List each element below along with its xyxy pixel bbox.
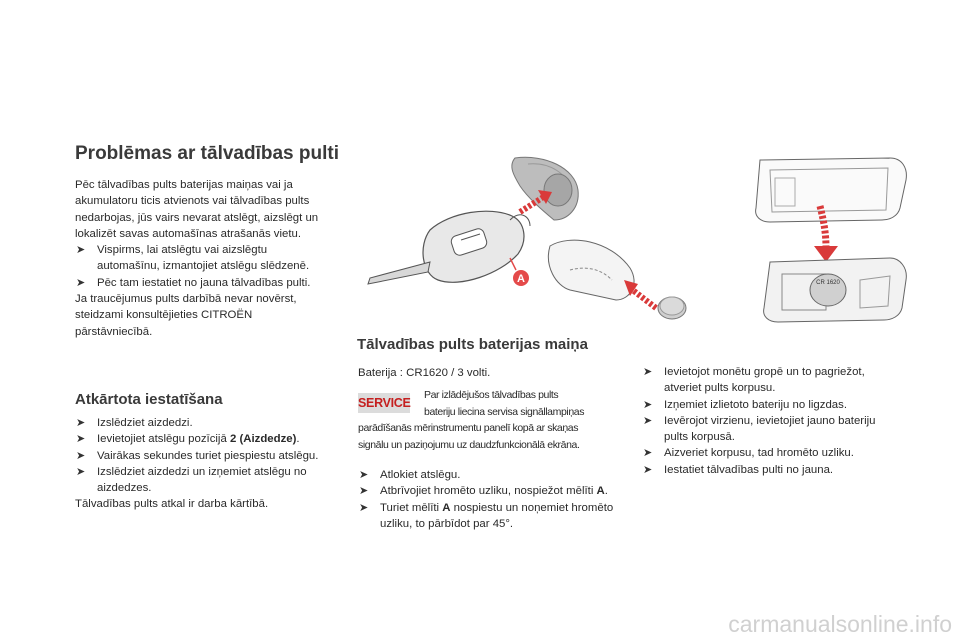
battery-step [358, 467, 618, 483]
battery-label: CR 1620 [816, 280, 840, 286]
intro-paragraph: Pēc tālvadības pults baterijas maiņas vai ja akumulatoru ticis atvienots vai tālvadības pults nedarbojas, jūs vairs nevarat atslēgt, aizslēgt un lokalizēt savas automašīnas atrašanās vietu. [75, 179, 319, 240]
bullet-marker-icon: ➤ [76, 465, 86, 478]
bullet-marker-icon: ➤ [76, 244, 86, 257]
reset-section [75, 415, 330, 513]
intro-closing-paragraph: Ja traucējumus pults darbībā nevar novērst, steidzami konsultējieties CITROËN pārstāvniecībā. [75, 293, 297, 338]
bullet-marker-icon: ➤ [76, 417, 86, 429]
battery-compartment-figure [764, 258, 907, 322]
reset-step [75, 464, 330, 497]
reset-step [75, 431, 330, 447]
battery-step-text: Aizveriet korpusu, tad hromēto uzliku. [664, 447, 854, 460]
bullet-marker-icon: ➤ [643, 463, 653, 476]
battery-step [642, 364, 902, 397]
reset-heading: Atkārtota iestatīšana [75, 391, 223, 408]
coin-icon [658, 297, 686, 319]
bullet-marker-icon: ➤ [76, 433, 86, 446]
battery-step-text: . [604, 485, 608, 498]
reset-step-text: Izslēdziet aizdedzi. [97, 417, 193, 429]
battery-steps-left [358, 467, 618, 532]
intro-bullet-text: Pēc tam iestatiet no jauna tālvadības pulti. [97, 276, 311, 289]
intro-section [75, 177, 330, 340]
key-body-top-figure [756, 158, 907, 222]
battery-step [358, 483, 618, 499]
battery-step-text: Ievērojot virzienu, ievietojiet jauno bateriju pults korpusā. [664, 414, 876, 444]
bullet-marker-icon: ➤ [76, 449, 86, 462]
bullet-marker-icon: ➤ [359, 501, 369, 514]
service-note-line: parādīšanās mērinstrumentu panelī kopā ar skaņas [358, 422, 579, 434]
battery-step-bold: A [442, 501, 451, 514]
service-warning-icon: SERVICE [358, 393, 410, 413]
battery-step [642, 397, 902, 413]
battery-step-text: Atbrīvojiet hromēto uzliku, nospiežot mēlīti [380, 485, 597, 498]
reset-step-text: Izslēdziet aizdedzi un izņemiet atslēgu no aizdedzes. [97, 465, 307, 495]
battery-heading: Tālvadības pults baterijas maiņa [357, 336, 588, 353]
battery-step [358, 500, 618, 533]
battery-step-bold: A [596, 485, 605, 498]
key-fob-figure [368, 211, 530, 284]
reset-step-text: Vairākas sekundes turiet piespiestu atslēgu. [97, 449, 319, 462]
reset-step-bold: 2 (Aizdedze) [229, 433, 297, 446]
battery-step-text: nospiestu un noņemiet hromēto uzliku, to pārbīdot par 45°. [380, 501, 614, 530]
service-note-line: Par izlādējušos tālvadības pults [424, 389, 559, 401]
bullet-marker-icon: ➤ [359, 469, 369, 481]
reset-step-text: Ievietojiet atslēgu pozīcijā [97, 433, 230, 446]
callout-a-badge [510, 258, 529, 286]
bullet-marker-icon: ➤ [359, 485, 369, 498]
reset-step [75, 415, 330, 431]
bullet-marker-icon: ➤ [643, 447, 653, 460]
svg-text:A: A [517, 273, 525, 285]
reset-step-text: . [296, 433, 300, 446]
opening-key-figure [548, 240, 634, 300]
battery-step-text: Turiet mēlīti [380, 501, 443, 514]
battery-step-text: Atlokiet atslēgu. [380, 469, 461, 481]
battery-step [642, 462, 902, 478]
battery-step-text: Ievietojot monētu gropē un to pagriežot, atveriet pults korpusu. [664, 366, 865, 395]
footer-watermark: carmanualsonline.info [728, 611, 952, 637]
intro-bullet [75, 242, 330, 275]
battery-step-text: Iestatiet tālvadības pulti no jauna. [664, 463, 834, 476]
bullet-marker-icon: ➤ [643, 366, 653, 378]
battery-steps-right [642, 364, 902, 478]
bullet-marker-icon: ➤ [643, 398, 653, 411]
key-battery-illustration [330, 150, 930, 330]
bullet-marker-icon: ➤ [643, 414, 653, 427]
battery-step [642, 413, 902, 446]
bullet-marker-icon: ➤ [76, 276, 86, 289]
intro-bullet-text: Vispirms, lai atslēgtu vai aizslēgtu automašīnu, izmantojiet atslēgu slēdzenē. [97, 244, 310, 273]
reset-step [75, 448, 330, 464]
intro-bullet [75, 275, 330, 291]
service-note-line: bateriju liecina servisa signāllampiņas [424, 406, 585, 418]
battery-step [642, 445, 902, 461]
battery-step-text: Izņemiet izlietoto bateriju no ligzdas. [664, 398, 847, 411]
page-title: Problēmas ar tālvadības pulti [75, 143, 339, 164]
service-note-line: signālu un paziņojumu uz daudzfunkcionālā ekrāna. [358, 439, 580, 451]
reset-closing: Tālvadības pults atkal ir darba kārtībā. [75, 498, 269, 511]
battery-spec: Baterija : CR1620 / 3 volti. [358, 367, 491, 379]
